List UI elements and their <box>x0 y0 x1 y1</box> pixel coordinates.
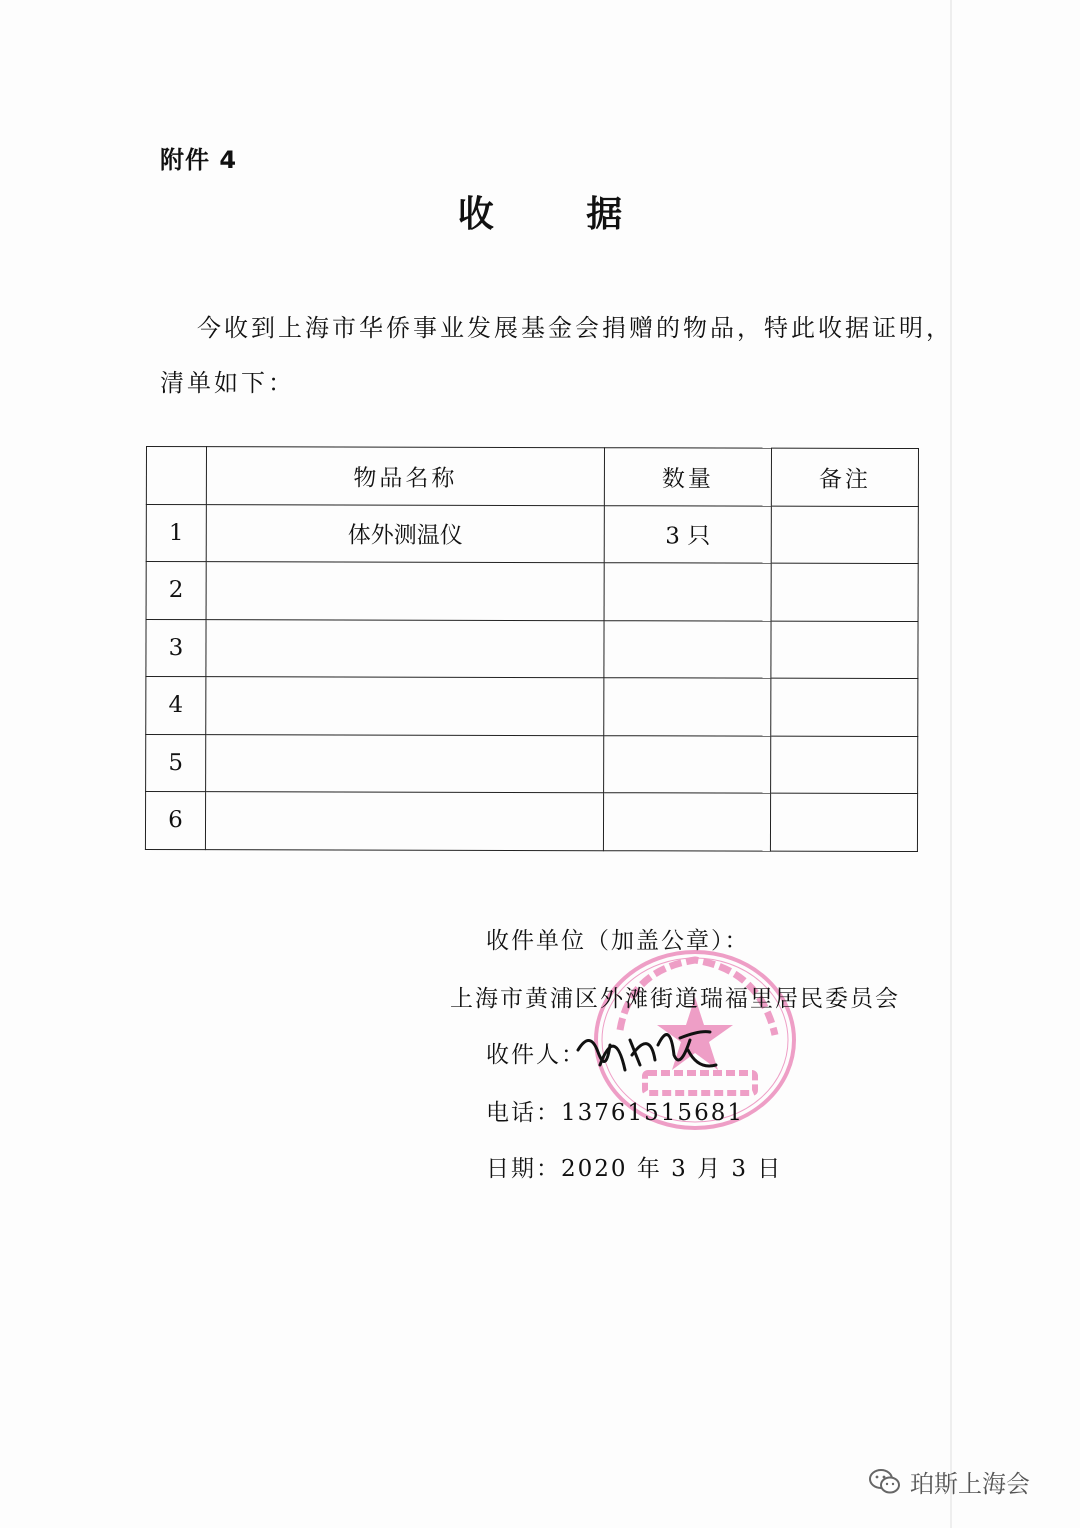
body-line-1: 今收到上海市华侨事业发展基金会捐赠的物品，特此收据证明， <box>197 314 953 342</box>
cell-note <box>771 506 918 564</box>
cell-name <box>206 562 604 621</box>
date-line: 日期：2020 年 3 月 3 日 <box>486 1156 783 1182</box>
table-row <box>146 677 918 737</box>
cell-note <box>771 736 918 794</box>
cell-name <box>206 677 604 736</box>
attachment-label: 附件 4 <box>160 146 238 174</box>
header-name: 物品名称 <box>206 447 604 506</box>
watermark <box>868 1464 1030 1499</box>
cell-name: 体外测温仪 <box>206 504 604 563</box>
wechat-icon <box>868 1468 902 1496</box>
table-header-row <box>146 447 918 507</box>
cell-qty <box>604 678 771 736</box>
cell-qty <box>604 563 771 621</box>
cell-no: 5 <box>146 734 206 792</box>
cell-qty <box>604 735 771 793</box>
header-no <box>146 447 206 505</box>
cell-qty: 3 只 <box>604 505 771 563</box>
header-note: 备注 <box>771 448 918 506</box>
document-title: 收 据 <box>457 194 663 235</box>
handwritten-signature <box>570 1010 720 1085</box>
phone-line: 电话：13761515681 <box>486 1100 744 1126</box>
cell-note <box>771 621 918 679</box>
cell-qty <box>604 620 771 678</box>
table-row <box>146 619 918 679</box>
cell-no: 2 <box>146 562 206 620</box>
cell-name <box>206 734 604 793</box>
watermark-text: 珀斯上海会 <box>910 1470 1030 1498</box>
body-line-2: 清单如下： <box>160 369 295 397</box>
items-table <box>145 446 919 852</box>
receiving-unit-name: 上海市黄浦区外滩街道瑞福里居民委员会 <box>450 986 900 1012</box>
recipient-label: 收件人： <box>486 1042 586 1068</box>
cell-name <box>205 792 603 851</box>
cell-no: 6 <box>145 792 205 850</box>
receiving-unit-label: 收件单位（加盖公章）： <box>486 928 750 954</box>
table-row <box>146 562 918 622</box>
cell-name <box>206 619 604 678</box>
table-row <box>145 792 917 852</box>
cell-no: 4 <box>146 677 206 735</box>
cell-note <box>771 678 918 736</box>
table-row <box>146 734 918 794</box>
cell-note <box>771 563 918 621</box>
cell-qty <box>603 793 770 851</box>
cell-no: 1 <box>146 504 206 562</box>
table-row <box>146 504 918 564</box>
cell-no: 3 <box>146 619 206 677</box>
header-qty: 数量 <box>604 448 771 506</box>
cell-note <box>770 793 917 851</box>
